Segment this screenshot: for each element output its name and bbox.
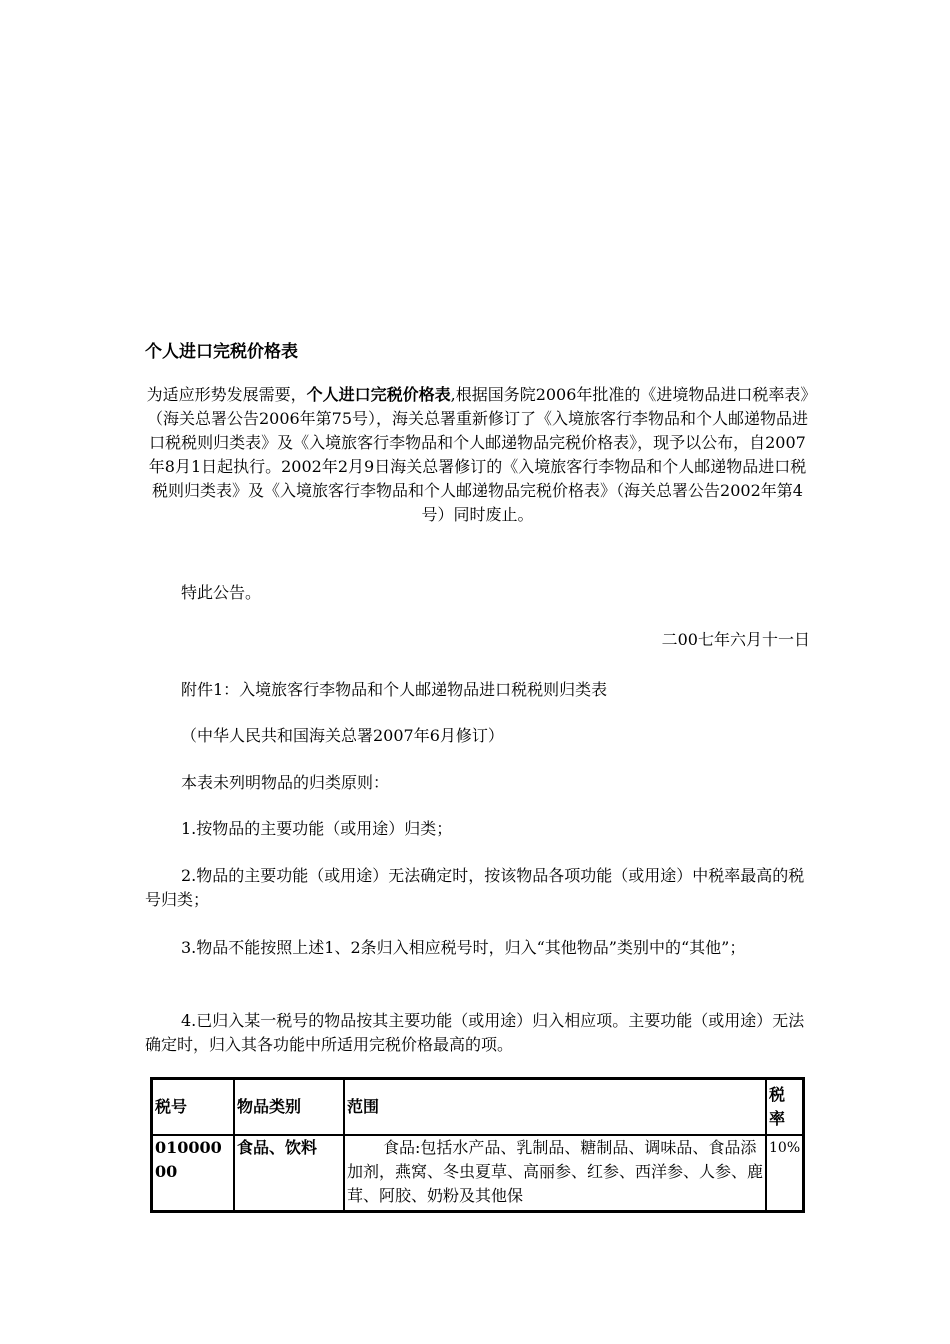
principle-item: 2.物品的主要功能（或用途）无法确定时，按该物品各项功能（或用途）中税率最高的税号归类； (145, 866, 805, 909)
tax-classification-table (150, 1077, 805, 1213)
intro-bold: 个人进口完税价格表 (306, 385, 451, 404)
cell-rate: 10% (766, 1135, 803, 1211)
table-header-row (152, 1079, 803, 1135)
page-title: 个人进口完税价格表 (145, 342, 298, 362)
intro-paragraph (145, 383, 810, 527)
principles-title: 本表未列明物品的归类原则： (181, 773, 390, 792)
revision-note: （中华人民共和国海关总署2007年6月修订） (181, 726, 504, 745)
cell-scope: 食品:包括水产品、乳制品、糖制品、调味品、食品添加剂，燕窝、冬虫夏草、高丽参、红参、西洋参、人参、鹿茸、阿胶、奶粉及其他保 (344, 1135, 766, 1211)
attachment-title: 附件1：入境旅客行李物品和个人邮递物品进口税税则归类表 (181, 680, 608, 699)
table-row (152, 1135, 803, 1211)
intro-part2: ,根据国务院2006年批准的《进境物品进口税率表》（海关总署公告2006年第75号），海关总署重新修订了《入境旅客行李物品和个人邮递物品进口税税则归类表》及《入境旅客行李物品和个人邮递物品完税价格表》，现予以公布，自2007年8月1日起执行。2002年2月9日海关总署修订的《入境旅客行李物品和个人邮递物品进口税税则归类表》及《入境旅客行李物品和个人邮递物品完税价格表》（海关总署公告2002年第4号）同时废止。 (146, 385, 809, 524)
principle-item: 3.物品不能按照上述1、2条归入相应税号时，归入“其他物品”类别中的“其他”； (181, 938, 746, 957)
header-category: 物品类别 (234, 1079, 344, 1135)
header-tax-code: 税号 (152, 1079, 234, 1135)
header-scope: 范围 (344, 1079, 766, 1135)
intro-part1: 为适应形势发展需要， (146, 385, 307, 404)
cell-category: 食品、饮料 (234, 1135, 344, 1211)
date: 二00七年六月十一日 (661, 630, 810, 649)
notice: 特此公告。 (181, 583, 262, 602)
principle-item: 1.按物品的主要功能（或用途）归类； (181, 819, 453, 838)
cell-tax-code: 01000000 (152, 1135, 234, 1211)
principle-item: 4.已归入某一税号的物品按其主要功能（或用途）归入相应项。主要功能（或用途）无法确定时，归入其各功能中所适用完税价格最高的项。 (145, 1011, 805, 1054)
header-rate: 税率 (766, 1079, 803, 1135)
